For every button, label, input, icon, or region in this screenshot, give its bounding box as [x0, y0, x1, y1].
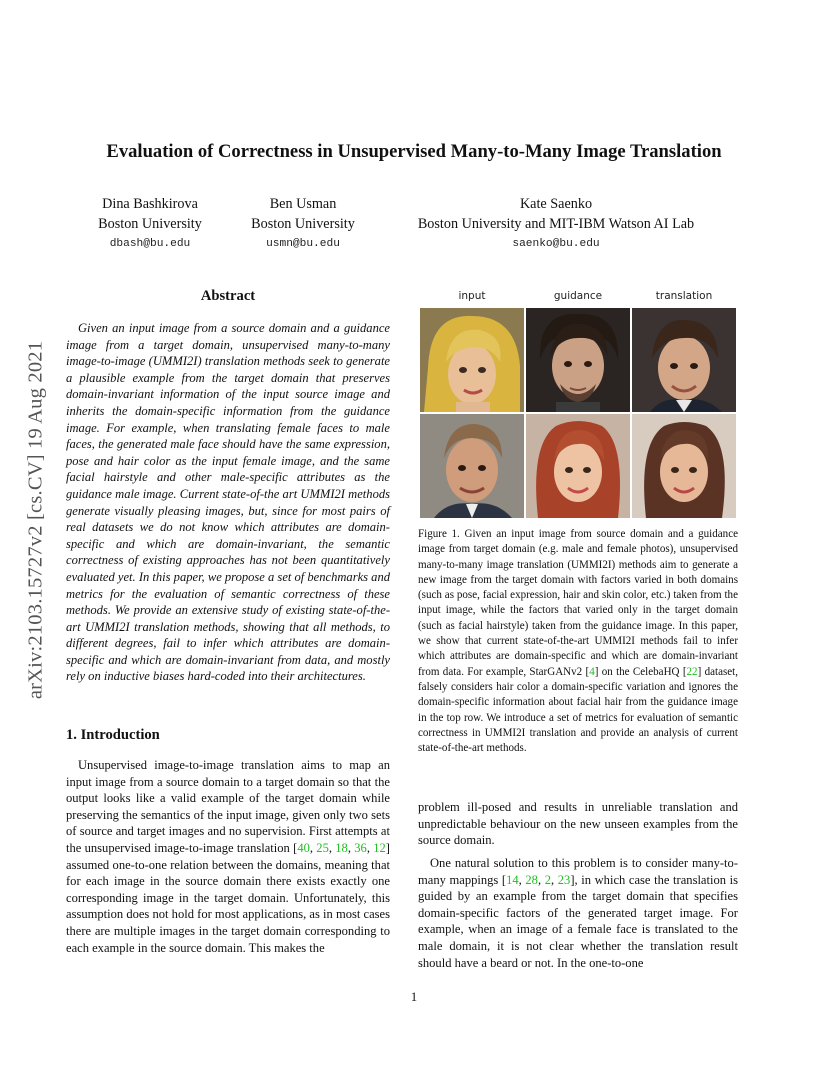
citation-link[interactable]: 4 — [589, 665, 595, 678]
citation-link[interactable]: 2 — [544, 872, 551, 887]
text-run: ] dataset, falsely considers hair color a domain-specific variation and ignores the domain-specific information about facial hair from the guidance image in the top row. We introduce a set of metrics for evaluation of semantic correctness in UMMI2I translation and provide an analysis of current state-of-the-art methods. — [418, 665, 739, 755]
arxiv-identifier — [14, 280, 58, 760]
citation-link[interactable]: 36 — [354, 840, 367, 855]
abstract-text: Given an input image from a source domain and a guidance image from a target domain, unsupervised many-to-many image-to-image (UMMI2I) translation methods seek to generate a plausible example from the target domain that preserves domain-invariant information of the input source image and inherits the domain-specific information from the guidance image. For example, when translating female faces to male faces, the generated male face should have the same expression, pose and hair color as the input female image, and the same facial hairstyle and other male-specific attributes as the guidance male image. Current state-of-the art UMMI2I methods generate visually pleasing images, but, since for most pairs of real datasets we do not know which attributes are domain-specific and which are domain-invariant, the semantic correctness of existing approaches has not been quantitatively evaluated yet. In this paper, we propose a set of benchmarks and metrics for the evaluation of semantic correctness of these methods. We provide an extensive study of existing state-of-the-art UMMI2I translation methods, showing that all methods, to different degrees, fail to infer which attributes are domain-specific and which are domain-invariant from data, and mostly rely on inductive biases hard-coded into their architectures. — [66, 321, 390, 684]
citation-link[interactable]: 12 — [373, 840, 386, 855]
text-run: Figure 1. Given an input image from source domain and a guidance image from target domain (e.g. male and female photos), unsupervised many-to-many image translation (UMMI2I) methods aim to generate a new image from the target domain with factors varied in both domains (such as pose, facial expression, hair and skin color, etc.) taken from the input image, while the factors that varied only in the target domain (such as facial hairstyle) taken from the guidance image. In this paper, we show that current state-of-the-art UMMI2I methods fail to infer which attributes are domain-specific and which are domain-invariant from data. For example, StarGANv2 [ — [418, 528, 738, 678]
author-name: Dina Bashkirova — [102, 196, 198, 212]
page-number: 1 — [410, 990, 418, 1004]
text-run: , — [309, 840, 317, 855]
text-run: , — [551, 872, 558, 887]
intro-paragraph-2 — [418, 855, 738, 971]
citation-link[interactable]: 18 — [335, 840, 348, 855]
text-run: , — [347, 840, 355, 855]
figure-column-label: guidance — [553, 290, 603, 302]
author-3 — [390, 194, 722, 254]
face-image-input-female — [420, 308, 524, 412]
section-heading: 1. Introduction — [66, 727, 160, 743]
text-run: ] on the CelebaHQ [ — [594, 665, 687, 678]
author-affiliation: Boston University — [98, 216, 202, 232]
citation-link[interactable]: 40 — [297, 840, 310, 855]
citation-link[interactable]: 14 — [506, 872, 519, 887]
face-image-translation-female — [632, 414, 736, 518]
intro-paragraph-1 — [66, 757, 390, 956]
abstract-heading: Abstract — [200, 288, 256, 304]
text-run: , — [518, 872, 526, 887]
intro-paragraph-1-continued: problem ill-posed and results in unreliable translation and unpredictable behaviour on the new unseen examples from the source domain. — [418, 800, 738, 848]
text-run: Unsupervised image-to-image translation aims to map an input image from a source domain to a target domain so that the output looks like a valid example of the target domain while preserving the semantics of the input image, given only two sets of source and target images and no supervision. First attempts at the unsupervised image-to-image translation [ — [66, 758, 390, 855]
author-affiliation: Boston University — [251, 216, 355, 232]
figure-column-label: input — [458, 290, 486, 302]
face-image-guidance-male — [526, 308, 630, 412]
face-image-guidance-female — [526, 414, 630, 518]
citation-link[interactable]: 25 — [316, 840, 329, 855]
text-run: One natural solution to this problem is to consider many-to-many mappings [ — [418, 856, 738, 887]
text-run: , — [328, 840, 336, 855]
text-run: , — [537, 872, 545, 887]
author-name: Kate Saenko — [519, 196, 593, 212]
face-image-translation-male — [632, 308, 736, 412]
paper-title: Evaluation of Correctness in Unsupervised Many-to-Many Image Translation — [106, 141, 722, 162]
author-email[interactable]: saenko@bu.edu — [512, 238, 600, 250]
figure-column-label: translation — [655, 290, 713, 302]
author-email[interactable]: usmn@bu.edu — [266, 238, 340, 250]
text-run: ], in which case the translation is guided by an example from the target domain that specifies domain-specific factors of the generated target image. For example, when an image of a female face is translated to the male domain, it is not clear whether the translation result should have a beard or not. In the one-to-one — [418, 872, 739, 970]
citation-link[interactable]: 28 — [525, 872, 538, 887]
author-2 — [225, 194, 381, 254]
author-affiliation: Boston University and MIT-IBM Watson AI Lab — [417, 216, 695, 232]
text-run: , — [366, 840, 374, 855]
text-run: ] assumed one-to-one relation between the domains, meaning that for each image in the source domain there exists exactly one corresponding image in the target domain. Unfortunately, this assumption does not hold for most applications, as in most cases there are multiple images in the target domain corresponding to each example in the source domain. This makes the — [66, 840, 390, 955]
author-email[interactable]: dbash@bu.edu — [109, 238, 191, 250]
author-name: Ben Usman — [269, 196, 337, 212]
citation-link[interactable]: 23 — [557, 872, 571, 887]
citation-link[interactable]: 22 — [686, 665, 698, 678]
arxiv-identifier-text: arXiv:2103.15727v2 [cs.CV] 19 Aug 2021 — [24, 340, 47, 700]
figure-caption — [418, 527, 738, 756]
face-image-input-male — [420, 414, 524, 518]
author-1 — [70, 194, 230, 254]
